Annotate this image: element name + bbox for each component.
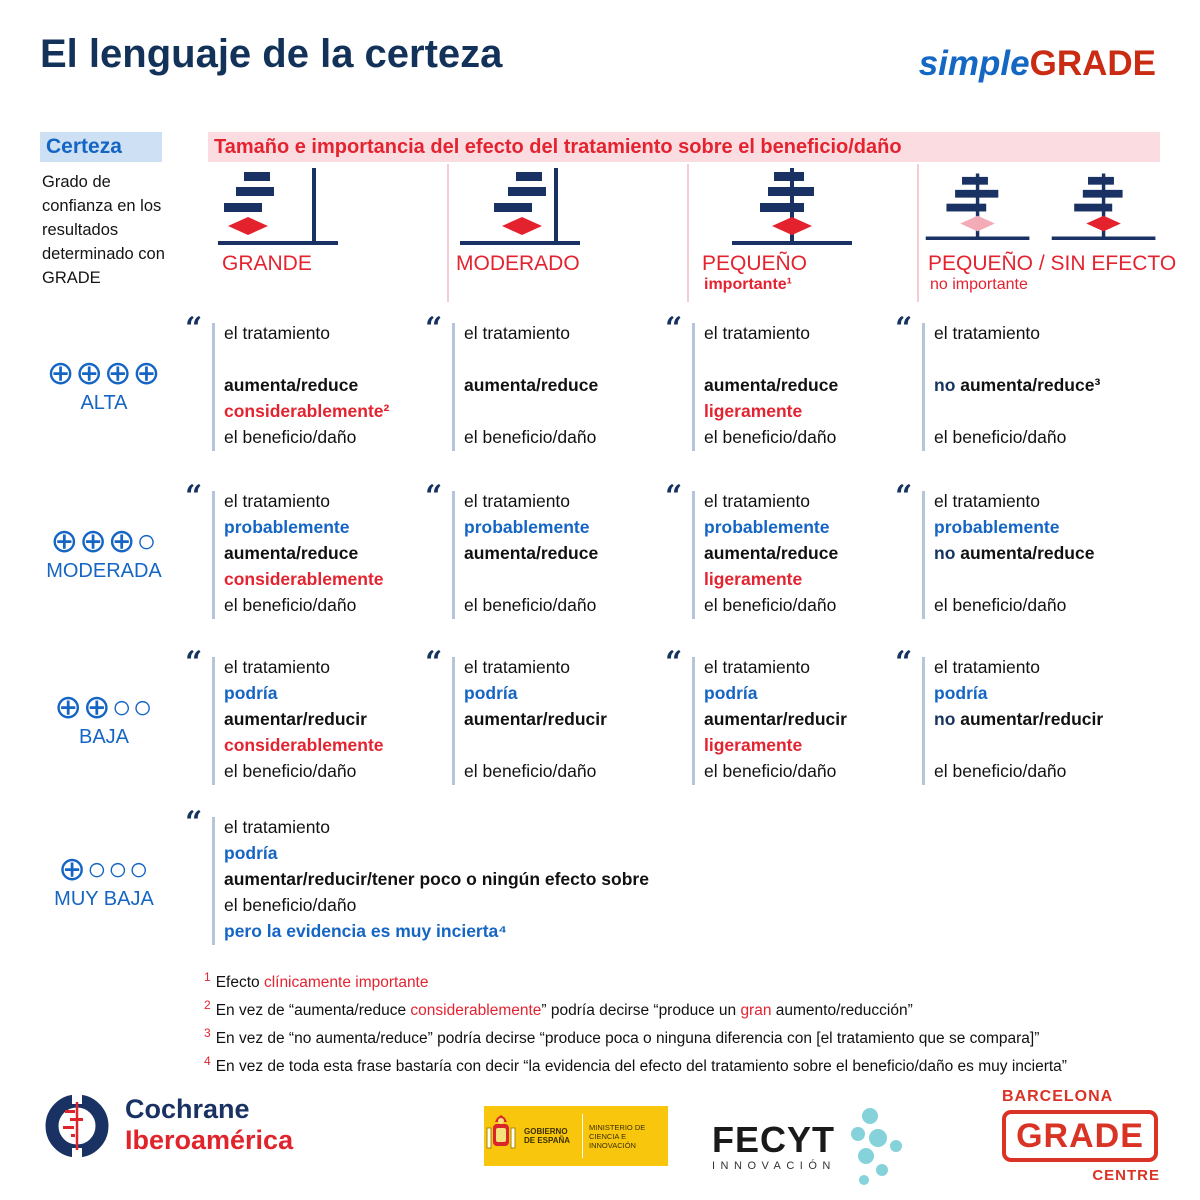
- cell-line: el beneficio/daño: [224, 427, 357, 447]
- spain-coat-of-arms-icon: [484, 1114, 518, 1158]
- cell-line: el tratamiento: [464, 657, 571, 677]
- cell-line: el beneficio/daño: [704, 761, 837, 781]
- column-label: GRANDE: [222, 252, 312, 275]
- gobierno-text: GOBIERNO DE ESPAÑA: [524, 1127, 571, 1145]
- footnote-number: 3: [204, 1026, 211, 1041]
- cell-divider: [692, 491, 695, 619]
- footnote-3: [204, 1022, 1067, 1050]
- cell-line: aumenta/reduce: [704, 375, 839, 395]
- cell-line: pero la evidencia es muy incierta⁴: [224, 921, 507, 941]
- quote-icon: “: [185, 805, 203, 840]
- cell-line: el tratamiento: [704, 491, 811, 511]
- cell-divider: [692, 323, 695, 451]
- column-head-grande: [208, 166, 447, 306]
- row-label-baja: [34, 690, 174, 750]
- fecyt-logo: [712, 1108, 904, 1186]
- cell-baja-moderado: [425, 645, 657, 794]
- cell-line: el beneficio/daño: [934, 595, 1067, 615]
- simplegrade-logo: [919, 44, 1156, 84]
- barcelona-text: BARCELONA: [1002, 1088, 1114, 1105]
- cell-line: aumenta/reduce: [464, 375, 599, 395]
- cell-divider: [212, 817, 215, 945]
- cochrane-icon: [45, 1094, 109, 1158]
- cell-line: el beneficio/daño: [224, 895, 357, 915]
- column-head-pequeno: [688, 166, 918, 306]
- cell-line: aumenta/reduce: [464, 543, 599, 563]
- quote-icon: “: [185, 479, 203, 514]
- grade-box: [1002, 1110, 1158, 1162]
- footnote-1: [204, 966, 1067, 994]
- page-title: El lenguaje de la certeza: [40, 32, 503, 76]
- cell-text: [934, 488, 1200, 618]
- cell-line: probablemente: [464, 517, 590, 537]
- cell-line: considerablemente: [224, 735, 384, 755]
- forest-plot-pequeno-icon: [730, 166, 855, 250]
- row-label-text: MUY BAJA: [54, 888, 154, 910]
- cell-line: aumentar/reducir: [224, 709, 367, 729]
- cell-line: podría: [224, 683, 278, 703]
- footnote-text: Efecto clínicamente importante: [215, 974, 429, 992]
- certainty-description: Grado de confianza en los resultados determinado con GRADE: [42, 173, 165, 287]
- column-label: PEQUEÑO / SIN EFECTO: [928, 252, 1177, 275]
- cell-line: [934, 398, 1200, 424]
- cell-line: no aumentar/reducir: [934, 709, 1104, 729]
- cell-line: el beneficio/daño: [224, 595, 357, 615]
- row-label-text: ALTA: [80, 392, 128, 414]
- cell-divider: [212, 323, 215, 451]
- cell-moderada-sin-efecto: [895, 479, 1127, 628]
- ministerio-text: MINISTERIO DE CIENCIA E INNOVACIÓN: [589, 1122, 646, 1150]
- cochrane-logo: [45, 1094, 293, 1158]
- grade-symbols: ⊕⊕○○: [54, 688, 154, 725]
- cell-line: el beneficio/daño: [464, 427, 597, 447]
- grade-symbols: ⊕⊕⊕○: [50, 522, 158, 559]
- cell-line: considerablemente: [224, 569, 384, 589]
- cell-divider: [692, 657, 695, 785]
- cell-line: el tratamiento: [934, 323, 1041, 343]
- fecyt-network-icon: [842, 1108, 904, 1186]
- cell-divider: [922, 323, 925, 451]
- column-label: PEQUEÑO: [702, 252, 808, 275]
- gobierno-espana-logo: [484, 1106, 668, 1166]
- cell-line: [934, 346, 1200, 372]
- fecyt-name: FECYT: [712, 1119, 836, 1160]
- cell-alta-moderado: [425, 311, 657, 460]
- cell-line: el tratamiento: [934, 657, 1041, 677]
- cell-moderada-grande: [185, 479, 417, 628]
- fecyt-text: [712, 1119, 836, 1172]
- quote-icon: “: [425, 645, 443, 680]
- cell-line: podría: [464, 683, 518, 703]
- cell-line: el tratamiento: [224, 657, 331, 677]
- quote-icon: “: [665, 311, 683, 346]
- quote-icon: “: [895, 645, 913, 680]
- row-label-text: BAJA: [78, 726, 130, 748]
- brand-grade: GRADE: [1029, 44, 1156, 83]
- cell-line: el tratamiento: [704, 323, 811, 343]
- cell-text: [934, 654, 1200, 784]
- cell-line: el beneficio/daño: [934, 427, 1067, 447]
- cell-line: podría: [934, 683, 988, 703]
- row-label-alta: [34, 356, 174, 416]
- row-label-moderada: [34, 524, 174, 584]
- cell-line: el beneficio/daño: [224, 761, 357, 781]
- cell-text: [934, 320, 1200, 450]
- quote-icon: “: [665, 479, 683, 514]
- footnote-2: [204, 994, 1067, 1022]
- row-label-muy-baja: [34, 852, 174, 912]
- forest-plot-sin-efecto-pink-icon: [924, 166, 1032, 250]
- cell-line: podría: [224, 843, 278, 863]
- quote-icon: “: [425, 479, 443, 514]
- cell-line: aumenta/reduce: [224, 543, 359, 563]
- effect-size-header: Tamaño e importancia del efecto del tratamiento sobre el beneficio/daño: [208, 132, 1160, 162]
- cell-line: el tratamiento: [464, 491, 571, 511]
- quote-icon: “: [665, 645, 683, 680]
- footnote-number: 2: [204, 998, 211, 1013]
- cell-alta-grande: [185, 311, 417, 460]
- centre-text: CENTRE: [1092, 1167, 1160, 1184]
- forest-plot-moderado-icon: [458, 166, 583, 250]
- cell-divider: [922, 657, 925, 785]
- footnote-number: 4: [204, 1054, 211, 1069]
- cell-muy-baja: [185, 805, 805, 954]
- certainty-header: Certeza: [40, 132, 162, 162]
- cell-text: [224, 814, 784, 944]
- cochrane-region: Iberoamérica: [125, 1125, 294, 1155]
- cell-line: aumentar/reducir: [704, 709, 847, 729]
- cell-line: el beneficio/daño: [464, 761, 597, 781]
- cell-divider: [922, 491, 925, 619]
- column-sublabel: no importante: [930, 276, 1028, 293]
- cell-line: aumentar/reducir/tener poco o ningún efecto sobre: [224, 869, 649, 889]
- cell-line: el tratamiento: [934, 491, 1041, 511]
- cell-divider: [452, 657, 455, 785]
- cochrane-text: [125, 1094, 293, 1158]
- cell-baja-sin-efecto: [895, 645, 1127, 794]
- forest-plot-grande-icon: [216, 166, 341, 250]
- cell-line: probablemente: [704, 517, 830, 537]
- cell-divider: [212, 657, 215, 785]
- cell-divider: [452, 323, 455, 451]
- cell-alta-pequeno: [665, 311, 897, 460]
- cell-line: podría: [704, 683, 758, 703]
- cell-line: el beneficio/daño: [704, 595, 837, 615]
- quote-icon: “: [185, 311, 203, 346]
- cell-line: ligeramente: [704, 401, 803, 421]
- cell-line: [934, 732, 1200, 758]
- grade-symbols: ⊕○○○: [58, 850, 150, 887]
- grade-symbols: ⊕⊕⊕⊕: [46, 354, 162, 391]
- cell-line: probablemente: [224, 517, 350, 537]
- column-label: MODERADO: [456, 252, 580, 275]
- footnotes: [204, 966, 1067, 1079]
- cell-alta-sin-efecto: [895, 311, 1127, 460]
- cell-baja-pequeno: [665, 645, 897, 794]
- cell-divider: [212, 491, 215, 619]
- cell-line: no aumenta/reduce: [934, 543, 1095, 563]
- cell-line: [934, 566, 1200, 592]
- cell-line: ligeramente: [704, 569, 803, 589]
- cell-line: el beneficio/daño: [464, 595, 597, 615]
- cell-line: aumenta/reduce: [224, 375, 359, 395]
- quote-icon: “: [425, 311, 443, 346]
- brand-simple: simple: [918, 44, 1030, 83]
- quote-icon: “: [895, 311, 913, 346]
- cell-line: el beneficio/daño: [704, 427, 837, 447]
- row-label-text: MODERADA: [46, 560, 162, 582]
- cell-moderada-moderado: [425, 479, 657, 628]
- cochrane-name: Cochrane: [125, 1094, 250, 1124]
- footnote-number: 1: [204, 970, 211, 984]
- cell-line: considerablemente²: [224, 401, 390, 421]
- barcelona-grade-centre-logo: [1002, 1088, 1160, 1184]
- cell-divider: [452, 491, 455, 619]
- cell-line: aumentar/reducir: [464, 709, 607, 729]
- footnote-4: [204, 1050, 1067, 1078]
- footnote-text: En vez de “aumenta/reduce considerablemente” podría decirse “produce un gran aumento/reducción”: [215, 1002, 913, 1020]
- cell-line: no aumenta/reduce³: [934, 375, 1101, 395]
- footnote-text: En vez de toda esta frase bastaría con decir “la evidencia del efecto del tratamiento sobre el beneficio/daño es muy incierta”: [215, 1058, 1067, 1076]
- cell-line: el tratamiento: [224, 491, 331, 511]
- cell-line: el tratamiento: [464, 323, 571, 343]
- column-head-moderado: [448, 166, 687, 306]
- fecyt-subtitle: INNOVACIÓN: [712, 1160, 836, 1172]
- cell-line: probablemente: [934, 517, 1060, 537]
- quote-icon: “: [895, 479, 913, 514]
- cell-line: el tratamiento: [704, 657, 811, 677]
- forest-plot-sin-efecto-red-icon: [1050, 166, 1158, 250]
- column-sublabel: importante¹: [704, 276, 792, 293]
- column-head-pequeno-sin-efecto: [918, 166, 1177, 306]
- footnote-text: En vez de “no aumenta/reduce” podría decirse “produce poca o ninguna diferencia con [el tratamiento que se compara]”: [215, 1030, 1040, 1048]
- cell-baja-grande: [185, 645, 417, 794]
- cell-line: el tratamiento: [224, 817, 331, 837]
- cell-line: aumenta/reduce: [704, 543, 839, 563]
- grade-text: GRADE: [1016, 1116, 1144, 1155]
- quote-icon: “: [185, 645, 203, 680]
- cell-moderada-pequeno: [665, 479, 897, 628]
- cell-line: ligeramente: [704, 735, 803, 755]
- cell-line: el beneficio/daño: [934, 761, 1067, 781]
- cell-line: el tratamiento: [224, 323, 331, 343]
